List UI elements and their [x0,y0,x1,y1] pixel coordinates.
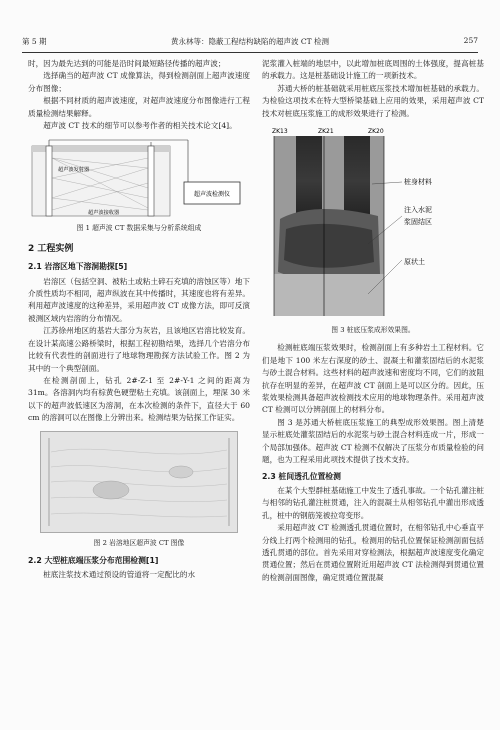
legend-native-soil: 原状土 [404,258,425,267]
figure-2-caption: 图 2 岩溶地区超声波 CT 图像 [93,538,185,547]
figure-1-system-diagram [28,138,250,218]
paragraph: 图 3 是苏通大桥桩底压浆施工的典型成形效果图。图上清楚显示桩底处灌浆固结后的水泥浆与砂土混合材料连成一片，形成一个局部加强体。超声波 CT 检测不仅解决了压浆分布质量检验的问题，也为工程采用此项技术提供了技术支持。 [262,417,484,465]
paragraph: 泥浆灌入桩端的地层中，以此增加桩底周围的土体强度，提高桩基的承载力。这是桩基础设计施工的一项新技术。 [262,59,484,81]
borehole-label: ZK21 [318,128,334,136]
subsection-heading: 2.1 岩溶区地下溶洞勘探[5] [28,262,128,272]
paragraph: 桩底注浆技术通过预设的管道将一定配比的水 [43,570,196,580]
paragraph: 根据不同材质的超声波速度，对超声波速度分布图像进行工程质量检测结果解释。 [28,96,250,118]
page-number: 257 [463,36,478,45]
issue-number: 第 5 期 [22,37,47,46]
borehole-label: ZK20 [368,128,384,136]
subsection-heading: 2.3 桩间透孔位置检测 [262,471,341,481]
figure-2-ct-image [40,431,238,533]
figure-2-svg [41,432,237,532]
legend-grout-zone-1: 注入水泥 [404,206,432,215]
paragraph: 选择确当的超声波 CT 成像算法，得到检测剖面上超声波速度分布图像； [28,71,250,93]
section-heading: 2 工程实例 [28,243,74,254]
receiver-label: 超声波接收器 [88,210,120,217]
figure-3-caption: 图 3 桩底压浆成形效果图。 [331,326,415,335]
cavity-zone [93,481,129,499]
paragraph: 采用超声波 CT 检测透孔贯通位置时，在相邻钻孔中心垂直平分线上打两个检测用的钻孔，检测用的钻孔位置保证检测剖面包括透孔贯通的部位。首先采用对穿检测法，根据超声波速度变化确定贯通位置；然后在贯通位置附近用超声波 CT 法检测得到贯通位置的检测剖面图像，确定贯通位置混凝 [262,523,484,582]
running-title: 黄永林等：隐蔽工程结构缺陷的超声波 CT 检测 [170,37,329,46]
paragraph: 在某个大型群桩基础施工中发生了透孔事故。一个钻孔灌注桩与相邻的钻孔灌注桩贯通，注入的混凝土从相邻钻孔中灌出形成透孔，桩中的钢筋笼被拉弯变形。 [262,485,484,520]
paragraph: 在检测剖面上，钻孔 2#-Z-1 至 2#-Y-1 之间的距离为 31m。各溶洞内均有棕黄色硬塑粘土充填。该剖面上，埋深 30 米以下的超声波低速区为溶洞，在本次检测的条件下，直径大于 60 cm 的溶洞可以在图像上分辨出来。检测结果为钻探工作证实。 [28,375,250,423]
figure-1-svg [28,138,250,218]
borehole-right [148,146,154,216]
figure-3-grouting-image [268,124,478,320]
left-column [28,58,250,582]
legend-pile-material: 桩身材料 [404,178,432,187]
transmitter-label: 超声波发射器 [58,167,90,174]
paragraph: 检测桩底端压浆效果时，检测剖面上有多种岩土工程材料。它们是地下 100 米左右深度的砂土、混凝土和灌浆固结后的水泥浆与砂土混合材料。这些材料的超声波速和密度均不同，它们的波阻抗存在明显的差异，在超声波 CT 剖面上是可以区分的。因此，压浆效果检测具备超声波检测技术应用的地球物理条件。采用超声波 CT 检测可以分辨剖面上的材料分布。 [262,343,484,415]
legend-grout-zone-2: 浆固结区 [404,218,432,227]
paragraph: 苏通大桥的桩基础就采用桩底压浆技术增加桩基础的承载力。为检验这项技术在特大型桥梁基础上应用的效果，采用超声波 CT 技术对桩底压浆施工的成形效果进行了检测。 [262,83,484,118]
subsection-heading: 2.2 大型桩底端压浆分布范围检测[1] [28,555,159,565]
running-header [22,36,478,50]
detector-label: 超声波检测仪 [193,191,231,199]
cavity-zone [169,466,193,478]
figure-1-caption: 图 1 超声波 CT 数据采集与分析系统组成 [76,224,202,233]
header-rule [22,52,478,53]
borehole-left [46,146,52,216]
grout-core [284,224,374,268]
native-soil [274,274,384,316]
borehole-label: ZK13 [272,128,288,136]
paragraph: 超声波 CT 技术的细节可以参考作者的相关技术论文[4]。 [43,121,237,131]
paragraph: 时，因为最先达到的可能是沿时间最短路径传播的超声波； [28,59,226,68]
paragraph: 江苏徐州地区的基岩大部分为灰岩，且该地区岩溶比较发育。在设计某高速公路桥梁时，根据工程初勘结果，选择几个岩溶分布比较有代表性的剖面进行了地球物理勘探方法试验工作。图 2 为其中的一个典型剖面。 [28,326,250,373]
right-column [262,58,484,584]
paragraph: 岩溶区（包括空洞、被粘土或粘土碎石充填的溶蚀区等）地下介质性质均不相同，超声纵波在其中传播时，其速度也将有差异。利用超声波速度的这种差异，采用超声波 CT 成像方法，即可反演被测区域内岩溶的分布情况。 [28,276,250,323]
figure-3-svg [268,124,478,320]
